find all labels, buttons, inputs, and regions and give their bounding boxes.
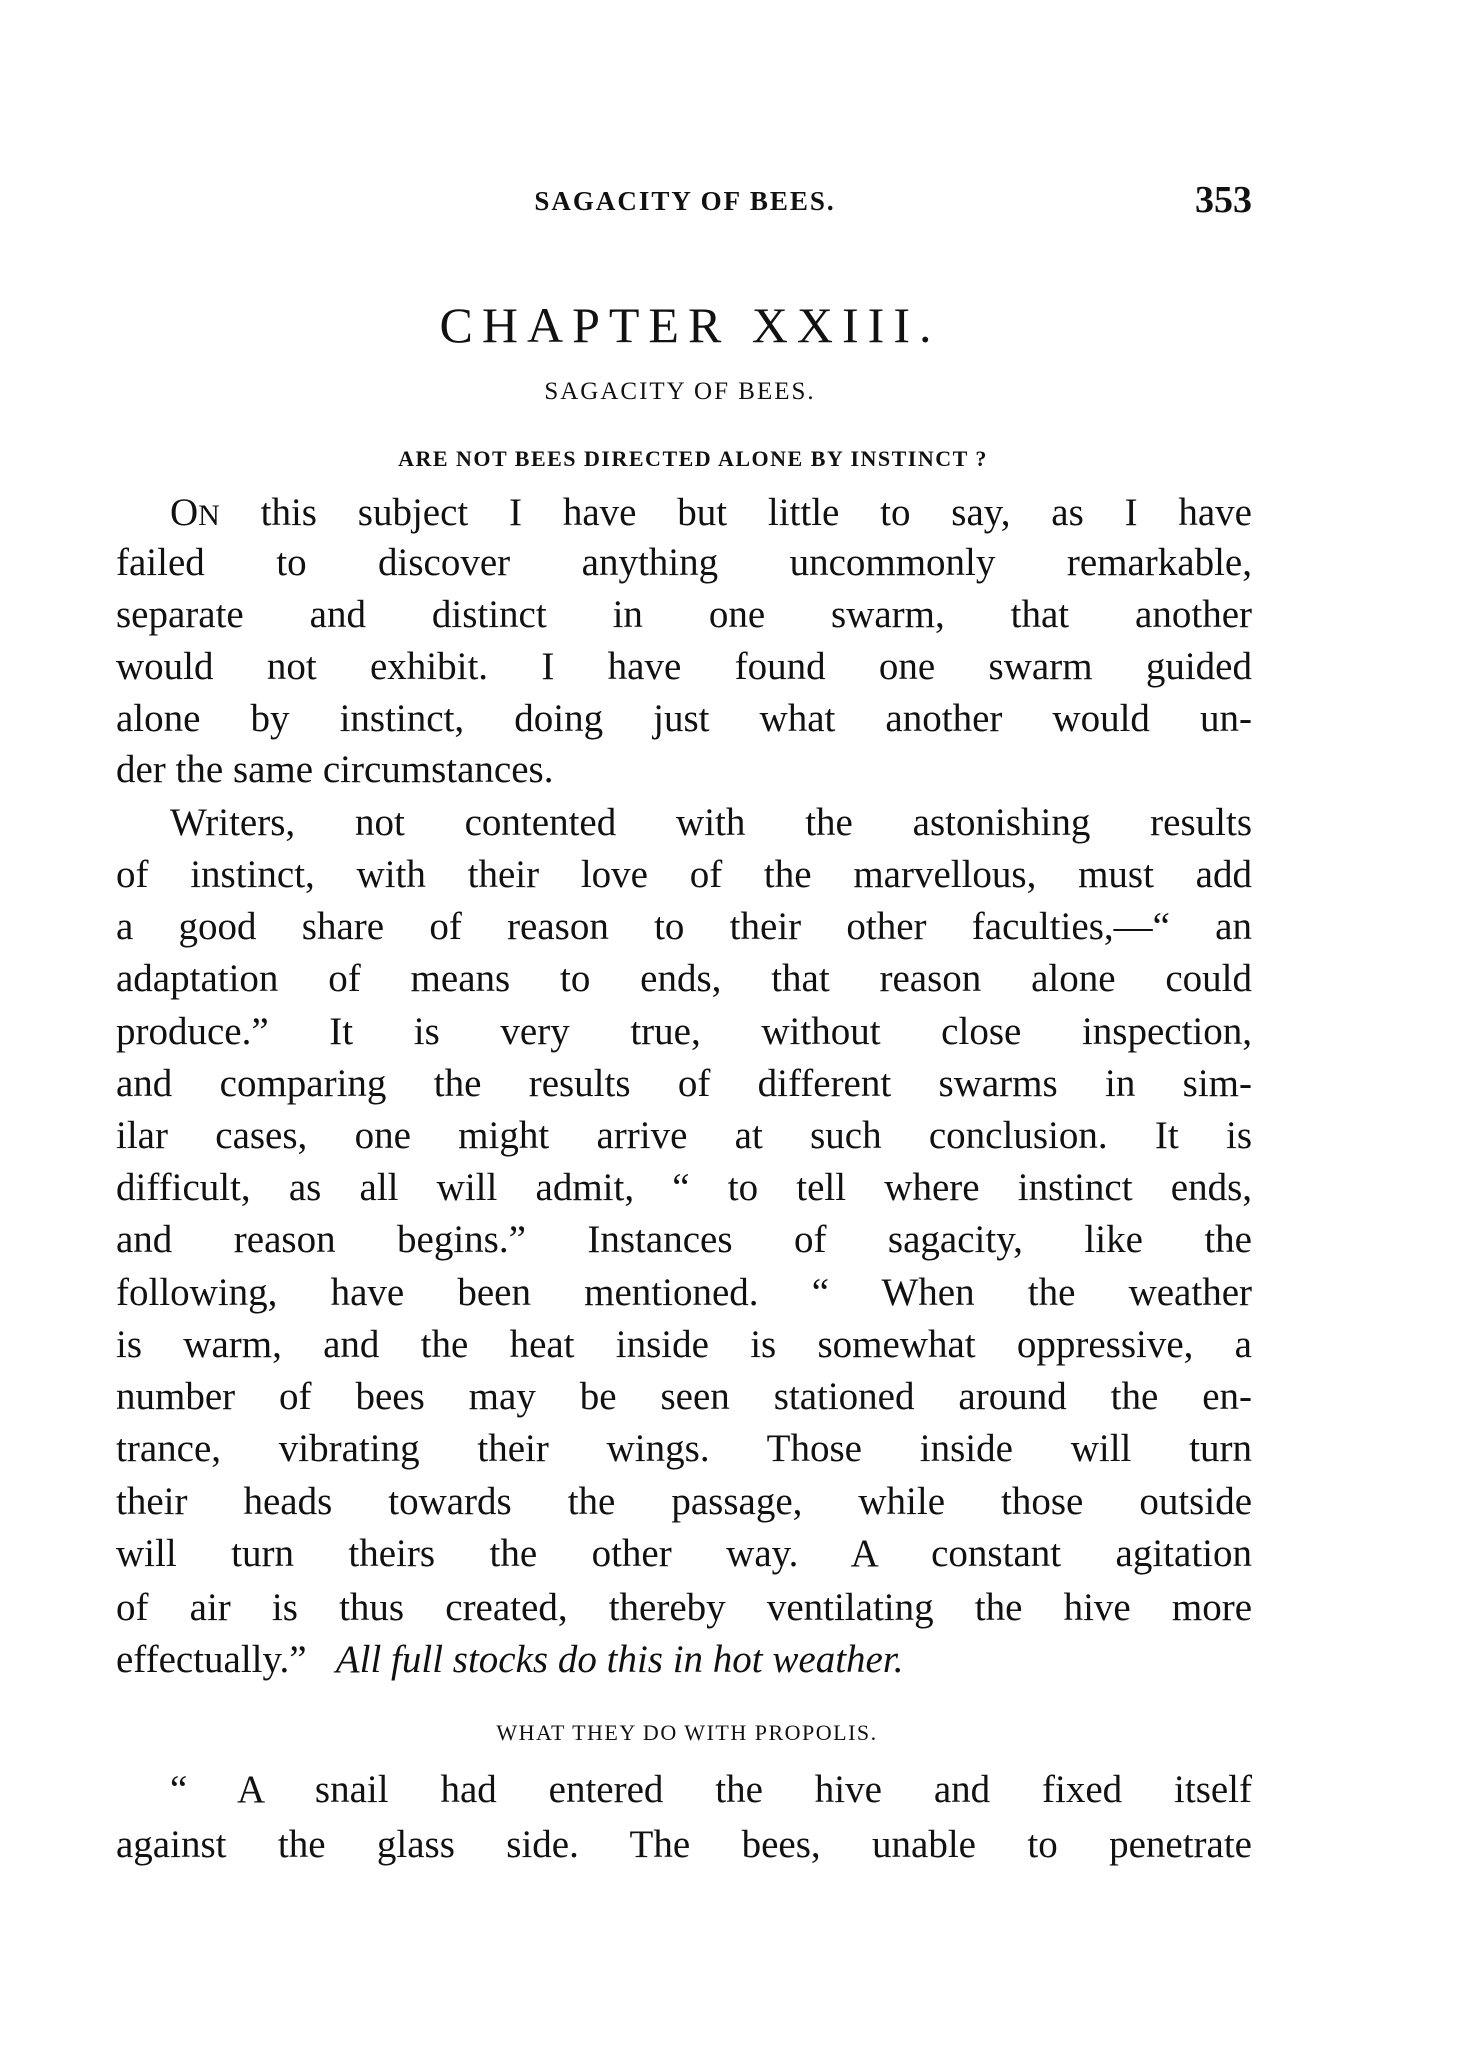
body-line: will turn theirs the other way. A constant agitation — [116, 1532, 1252, 1575]
body-line: produce.” It is very true, without close inspection, — [116, 1010, 1252, 1053]
body-line: against the glass side. The bees, unable to penetrate — [116, 1823, 1252, 1866]
body-line: of instinct, with their love of the marvellous, must add — [116, 853, 1252, 896]
section-heading-propolis: WHAT THEY DO WITH PROPOLIS. — [496, 1720, 878, 1745]
body-line: ilar cases, one might arrive at such conclusion. It is — [116, 1114, 1252, 1157]
chapter-title: CHAPTER XXIII. — [439, 297, 941, 353]
body-line — [116, 1635, 1252, 1685]
body-line: failed to discover anything uncommonly remarkable, — [116, 541, 1252, 584]
body-line — [170, 488, 1252, 538]
body-line: number of bees may be seen stationed around the en- — [116, 1375, 1252, 1418]
body-line: der the same circumstances. — [116, 748, 554, 791]
small-cap-letter: N — [198, 499, 220, 532]
body-line: and comparing the results of different swarms in sim- — [116, 1062, 1252, 1105]
running-head: SAGACITY OF BEES. — [534, 186, 836, 216]
line-text: this subject I have but little to say, as I have — [219, 491, 1252, 534]
initial-letter: O — [170, 491, 199, 534]
body-line: alone by instinct, doing just what another would un- — [116, 697, 1252, 740]
body-line: difficult, as all will admit, “ to tell where instinct ends, — [116, 1166, 1252, 1209]
body-line: “ A snail had entered the hive and fixed itself — [170, 1768, 1252, 1811]
line-text: effectually.” — [116, 1638, 307, 1681]
body-line: a good share of reason to their other faculties,—“ an — [116, 905, 1252, 948]
italic-remark: All full stocks do this in hot weather. — [335, 1638, 904, 1681]
body-line: trance, vibrating their wings. Those inside will turn — [116, 1427, 1252, 1470]
body-line: and reason begins.” Instances of sagacity, like the — [116, 1218, 1252, 1261]
body-line: adaptation of means to ends, that reason alone could — [116, 957, 1252, 1000]
section-heading-instinct: ARE NOT BEES DIRECTED ALONE BY INSTINCT ? — [398, 446, 988, 471]
body-line: of air is thus created, thereby ventilating the hive more — [116, 1586, 1252, 1629]
body-line: is warm, and the heat inside is somewhat oppressive, a — [116, 1323, 1252, 1366]
body-line: their heads towards the passage, while those outside — [116, 1480, 1252, 1523]
body-line: would not exhibit. I have found one swarm guided — [116, 645, 1252, 688]
body-line: separate and distinct in one swarm, that another — [116, 593, 1252, 636]
page-number: 353 — [1195, 179, 1252, 221]
chapter-subtitle: SAGACITY OF BEES. — [544, 378, 816, 405]
body-line: following, have been mentioned. “ When the weather — [116, 1271, 1252, 1314]
body-line: Writers, not contented with the astonishing results — [170, 801, 1252, 844]
